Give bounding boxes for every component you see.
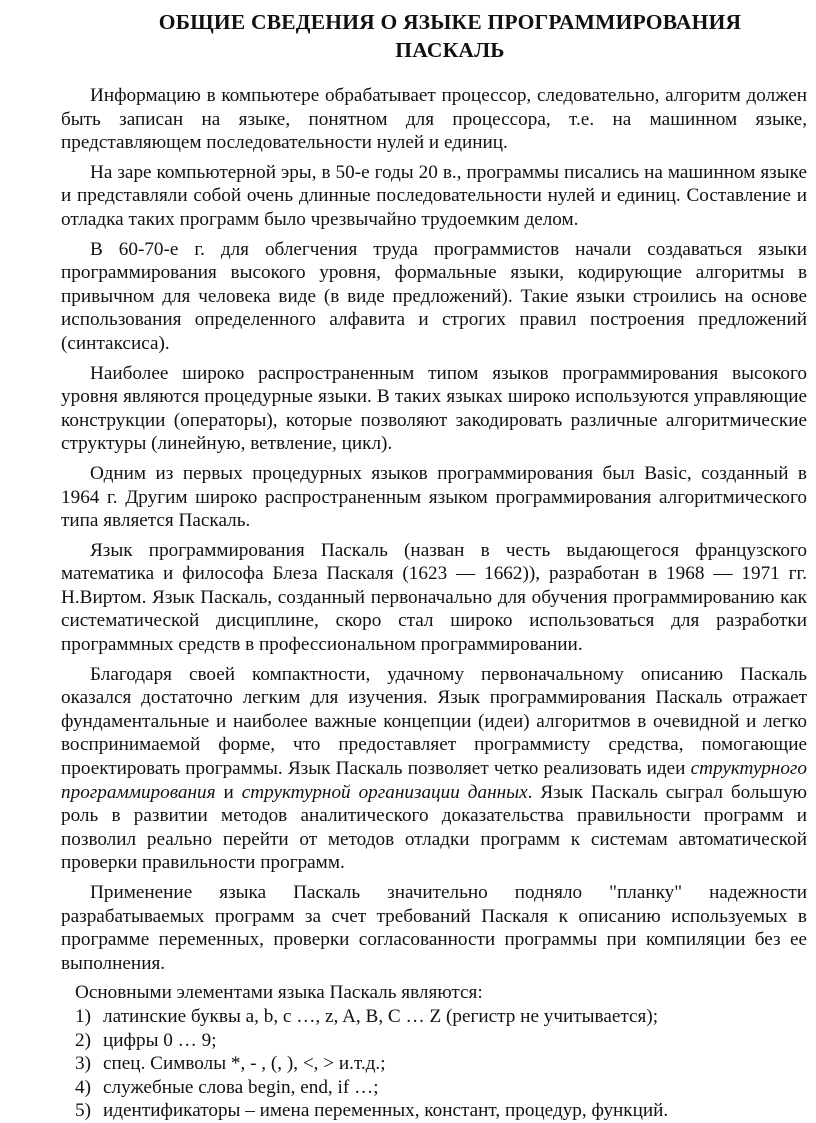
paragraph-2: На заре компьютерной эры, в 50-е годы 20 в., программы писались на машинном языке и представляли собой очень длинные последовательности нулей и единиц. Составление и отладка таких программ было чрезвычайно трудоемким делом. [61,161,807,230]
paragraph-7-part-b: и [215,781,242,803]
list-item [61,1099,807,1123]
elements-list [61,1005,807,1123]
list-item-text: спец. Символы *, - , (, ), <, > и.т.д.; [103,1053,386,1075]
paragraph-6: Язык программирования Паскаль (назван в честь выдающегося французского математика и философа Блеза Паскаля (1623 — 1662)), разработан в 1968 — 1971 гг. Н.Виртом. Язык Паскаль, созданный первоначально для обучения программированию как систематической дисциплине, скоро стал широко использоваться для разработки программных средств в профессиональном программировании. [61,539,807,656]
list-item-text: цифры 0 … 9; [103,1029,217,1051]
list-item-text: служебные слова begin, end, if …; [103,1076,379,1098]
paragraph-5: Одним из первых процедурных языков программирования был Basic, созданный в 1964 г. Другим широко распространенным языком программирования алгоритмического типа является Паскаль. [61,462,807,532]
emphasis-structured-data: структурной организации данных [241,781,528,803]
list-item-number: 3) [75,1053,91,1075]
list-item [61,1029,807,1053]
paragraph-1: Информацию в компьютере обрабатывает процессор, следовательно, алгоритм должен быть записан на языке, понятном для процессора, т.е. на машинном языке, представляющем последовательности нулей и единиц. [61,85,807,154]
title-line-1: ОБЩИЕ СВЕДЕНИЯ О ЯЗЫКЕ ПРОГРАММИРОВАНИЯ [158,10,742,34]
list-item [61,1076,807,1100]
list-heading: Основными элементами языка Паскаль являются: [75,982,483,1004]
list-item-number: 4) [75,1076,91,1098]
paragraph-3: В 60-70-е г. для облегчения труда программистов начали создаваться языки программирования высокого уровня, формальные языки, кодирующие алгоритмы в привычном для человека виде (в виде предложений). Такие языки строились на основе использования определенного алфавита и строгих правил построения предложений (синтаксиса). [61,238,807,354]
emphasis-structured-programming: структурного программирования [61,758,807,803]
list-item [61,1005,807,1029]
list-item-number: 2) [75,1029,91,1051]
paragraph-7-part-c: . Язык Паскаль сыграл большую роль в развитии методов аналитического доказательства правильности программ и позволил реально перейти от методов отладки программ к системам автоматической проверки правильности программ. [61,781,807,874]
list-item-number: 1) [75,1005,91,1027]
list-item-text: идентификаторы – имена переменных, констант, процедур, функций. [103,1100,669,1122]
title-line-2: ПАСКАЛЬ [395,38,505,62]
paragraph-8: Применение языка Паскаль значительно подняло "планку" надежности разрабатываемых программ за счет требований Паскаля к описанию используемых в программе переменных, проверки согласованности программы при компиляции без ее выполнения. [61,882,807,974]
list-item-text: латинские буквы a, b, c …, z, A, B, C … Z (регистр не учитывается); [103,1005,659,1027]
document-body [61,84,807,1123]
paragraph-7 [61,663,807,875]
paragraph-4: Наиболее широко распространенным типом языков программирования высокого уровня являются процедурные языки. В таких языках широко используются управляющие конструкции (операторы), которые позволяют закодировать различные алгоритмические структуры (линейную, ветвление, цикл). [61,362,807,455]
page-title [90,8,810,64]
list-item [61,1052,807,1076]
list-item-number: 5) [75,1100,91,1122]
paragraph-7-part-a: Благодаря своей компактности, удачному первоначальному описанию Паскаль оказался достаточно легким для изучения. Язык программирования Паскаль отражает фундаментальные и наиболее важные концепции (идеи) алгоритмов в очевидной и легко воспринимаемой форме, что предоставляет программисту средства, помогающие проектировать программы. Язык Паскаль позволяет четко реализовать идеи [61,663,807,780]
